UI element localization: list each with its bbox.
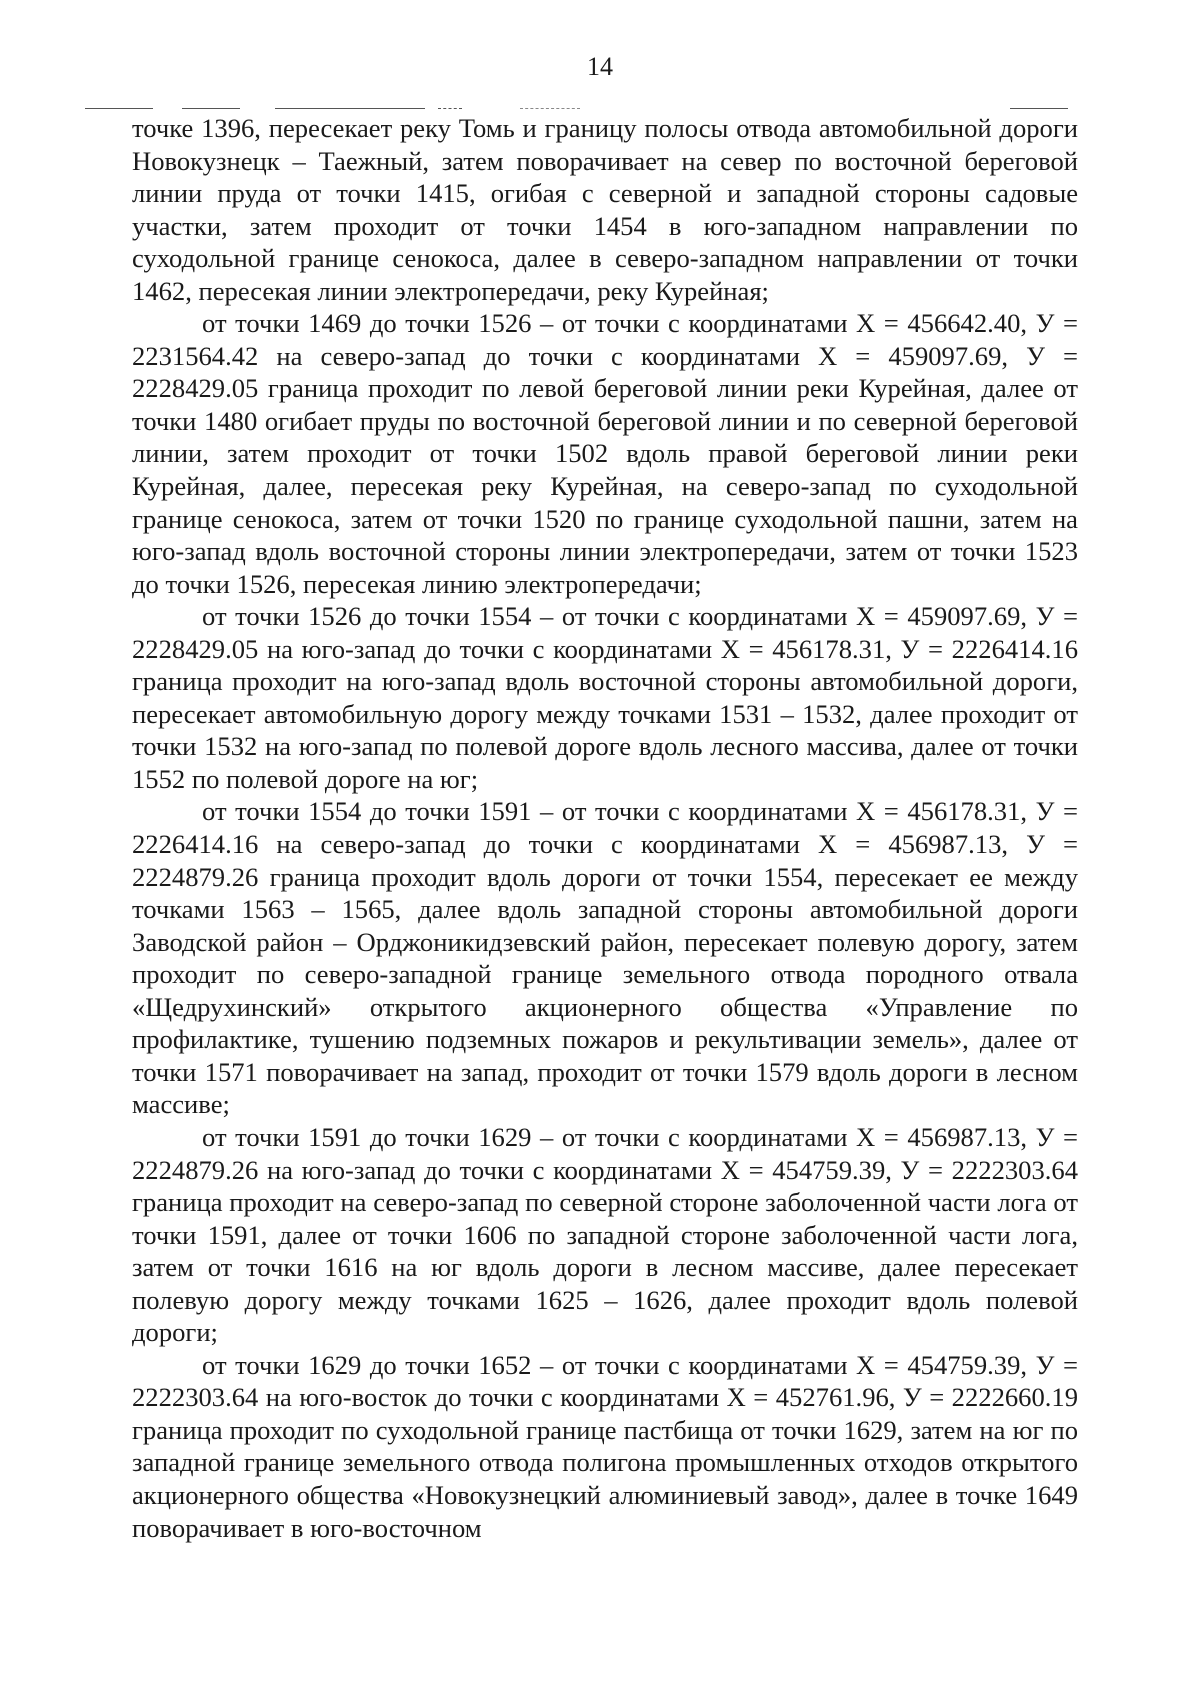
scan-artifact-line xyxy=(520,108,580,109)
paragraph: от точки 1591 до точки 1629 – от точки с координатами Х = 456987.13, У = 2224879.26 на юго-запад до точки с координатами Х = 454759.39, У = 2222303.64 граница проходит на северо-запад по северной стороне заболоченной части лога от точки 1591, далее от точки 1606 по западной стороне заболоченной части лога, затем от точки 1616 на юг вдоль дороги в лесном массиве, далее пересекает полевую дорогу между точками 1625 – 1626, далее проходит вдоль полевой дороги; xyxy=(132,1121,1078,1348)
paragraph: от точки 1526 до точки 1554 – от точки с координатами Х = 459097.69, У = 2228429.05 на юго-запад до точки с координатами Х = 456178.31, У = 2226414.16 граница проходит на юго-запад вдоль восточной стороны автомобильной дороги, пересекает автомобильную дорогу между точками 1531 – 1532, далее проходит от точки 1532 на юго-запад по полевой дороге вдоль лесного массива, далее от точки 1552 по полевой дороге на юг; xyxy=(132,601,1078,794)
document-body xyxy=(132,112,1078,1544)
paragraph: от точки 1554 до точки 1591 – от точки с координатами Х = 456178.31, У = 2226414.16 на северо-запад до точки с координатами Х = 456987.13, У = 2224879.26 граница проходит вдоль дороги от точки 1554, пересекает ее между точками 1563 – 1565, далее вдоль западной стороны автомобильной дороги Заводской район – Орджоникидзевский район, пересекает полевую дорогу, затем проходит по северо-западной границе земельного отвода породного отвала «Щедрухинский» открытого акционерного общества «Управление по профилактике, тушению подземных пожаров и рекультивации земель», далее от точки 1571 поворачивает на запад, проходит от точки 1579 вдоль дороги в лесном массиве; xyxy=(132,796,1078,1120)
scan-artifact-line xyxy=(438,108,462,109)
scan-artifact-line xyxy=(1010,108,1068,109)
paragraph: от точки 1469 до точки 1526 – от точки с координатами Х = 456642.40, У = 2231564.42 на северо-запад до точки с координатами Х = 459097.69, У = 2228429.05 граница проходит по левой береговой линии реки Курейная, далее от точки 1480 огибает пруды по восточной береговой линии и по северной береговой линии, затем проходит от точки 1502 вдоль правой береговой линии реки Курейная, далее, пересекая реку Курейная, на северо-запад по суходольной границе сенокоса, затем от точки 1520 по границе суходольной пашни, затем на юго-запад вдоль восточной стороны линии электропередачи, затем от точки 1523 до точки 1526, пересекая линию электропередачи; xyxy=(132,308,1078,599)
scan-artifact-line xyxy=(182,108,240,109)
paragraph: от точки 1629 до точки 1652 – от точки с координатами Х = 454759.39, У = 2222303.64 на юго-восток до точки с координатами Х = 452761.96, У = 2222660.19 граница проходит по суходольной границе пастбища от точки 1629, затем на юг по западной границе земельного отвода полигона промышленных отходов открытого акционерного общества «Новокузнецкий алюминиевый завод», далее в точке 1649 поворачивает в юго-восточном xyxy=(132,1349,1078,1543)
scan-artifact-line xyxy=(85,108,153,109)
paragraph-continuation: точке 1396, пересекает реку Томь и границу полосы отвода автомобильной дороги Новокузнецк – Таежный, затем поворачивает на север по восточной береговой линии пруда от точки 1415, огибая с северной и западной стороны садовые участки, затем проходит от точки 1454 в юго-западном направлении по суходольной границе сенокоса, далее в северо-западном направлении от точки 1462, пересекая линии электропередачи, реку Курейная; xyxy=(132,113,1078,306)
page-number: 14 xyxy=(587,52,613,81)
scan-artifact-line xyxy=(275,108,425,109)
